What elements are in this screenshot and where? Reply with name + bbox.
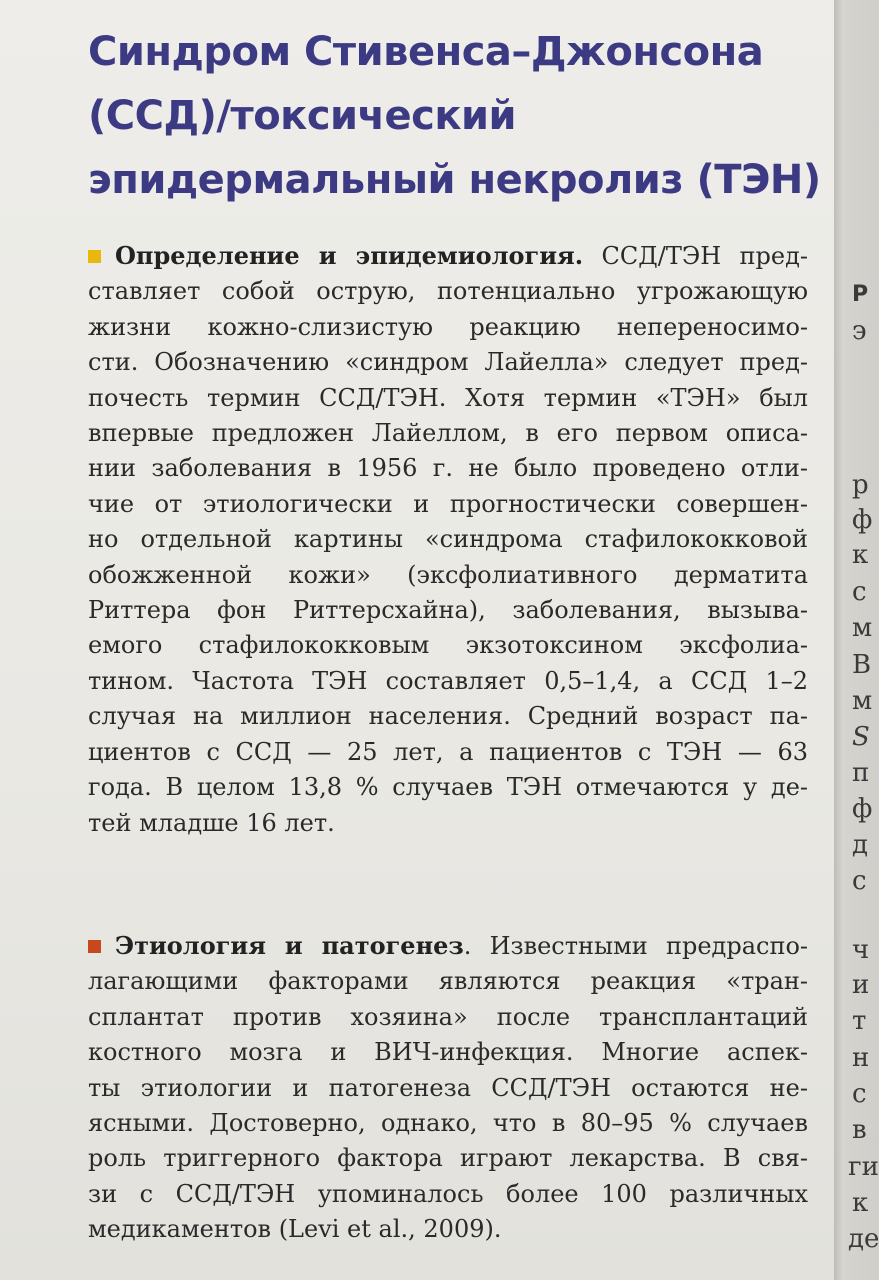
adjacent-letter: в <box>852 1115 867 1145</box>
adjacent-letter: п <box>852 758 870 788</box>
paragraph-line: обожженной кожи» (эксфолиативного дерматита <box>88 560 808 589</box>
adjacent-letter: с <box>852 577 867 607</box>
paragraph-line: ты этиологии и патогенеза ССД/ТЭН остаются не- <box>88 1073 808 1102</box>
paragraph-line: тином. Частота ТЭН составляет 0,5–1,4, а ССД 1–2 <box>88 666 808 695</box>
paragraph-line: сплантат против хозяина» после трансплантаций <box>88 1002 808 1031</box>
paragraph-line: Этиология и патогенез. Известными предраспо- <box>88 928 808 964</box>
section-definition <box>88 238 808 841</box>
adjacent-letter: S <box>852 722 870 752</box>
paragraph-line: почесть термин ССД/ТЭН. Хотя термин «ТЭН» был <box>88 383 808 412</box>
paragraph-line: Риттера фон Риттерсхайна), заболевания, вызыва- <box>88 596 808 625</box>
adjacent-letter: ф <box>852 505 873 535</box>
paragraph-line: роль триггерного фактора играют лекарства. В свя- <box>88 1144 808 1173</box>
paragraph-line: случая на миллион населения. Средний возраст па- <box>88 702 808 731</box>
page-gutter-shadow <box>834 0 844 1280</box>
paragraph-line: впервые предложен Лайеллом, в его первом описа- <box>88 419 808 448</box>
adjacent-letter: В <box>852 650 872 680</box>
adjacent-page-edge <box>846 0 879 1280</box>
adjacent-letter: т <box>852 1006 867 1036</box>
adjacent-letter: и <box>852 970 870 1000</box>
adjacent-letter: э <box>852 316 867 346</box>
adjacent-letter: р <box>852 470 869 500</box>
adjacent-letter: м <box>852 613 873 643</box>
adjacent-letter: с <box>852 1079 867 1109</box>
yellow-square-bullet-icon <box>88 250 101 263</box>
paragraph-line: жизни кожно-слизистую реакцию непереносимо- <box>88 312 808 341</box>
paragraph-line: ясными. Достоверно, однако, что в 80–95 % случаев <box>88 1109 808 1138</box>
title-line: Синдром Стивенса–Джонсона <box>88 29 764 75</box>
adjacent-letter: д <box>852 830 869 860</box>
paragraph-line: сти. Обозначению «синдром Лайелла» следует пред- <box>88 348 808 377</box>
paragraph-line: Определение и эпидемиология. ССД/ТЭН пред- <box>88 238 808 274</box>
adjacent-letter: с <box>852 866 867 896</box>
page-title <box>88 20 828 212</box>
title-line: (ССД)/токсический <box>88 93 517 139</box>
title-line: эпидермальный некролиз (ТЭН) <box>88 157 821 203</box>
paragraph-line: нии заболевания в 1956 г. не было проведено отли- <box>88 454 808 483</box>
paragraph-line: емого стафилококковым экзотоксином эксфолиа- <box>88 631 808 660</box>
adjacent-letter: м <box>852 686 873 716</box>
section-etiology <box>88 928 808 1248</box>
adjacent-letter: ги <box>848 1152 879 1182</box>
paragraph-line: циентов с ССД — 25 лет, а пациентов с ТЭН — 63 <box>88 737 808 766</box>
paragraph-line: года. В целом 13,8 % случаев ТЭН отмечаются у де- <box>88 773 808 802</box>
adjacent-letter: ч <box>852 935 870 965</box>
paragraph-line: ставляет собой острую, потенциально угрожающую <box>88 277 808 306</box>
paragraph-line: лагающими факторами являются реакция «тран- <box>88 967 808 996</box>
section-heading: Определение и эпидемиология. <box>115 241 584 270</box>
paragraph-line: но отдельной картины «синдрома стафилококковой <box>88 525 808 554</box>
adjacent-letter: Р <box>852 282 869 307</box>
adjacent-letter: ф <box>852 794 873 824</box>
paragraph-line: медикаментов (Levi et al., 2009). <box>88 1215 502 1244</box>
red-square-bullet-icon <box>88 940 101 953</box>
adjacent-letter: де <box>848 1224 879 1254</box>
section-heading: Этиология и патогенез <box>115 931 464 960</box>
paragraph-line: зи с ССД/ТЭН упоминалось более 100 различных <box>88 1179 808 1208</box>
paragraph-line: костного мозга и ВИЧ-инфекция. Многие аспек- <box>88 1038 808 1067</box>
paragraph-line: чие от этиологически и прогностически совершен- <box>88 489 808 518</box>
paragraph-line: тей младше 16 лет. <box>88 808 335 837</box>
adjacent-letter: к <box>852 540 869 570</box>
adjacent-letter: н <box>852 1043 870 1073</box>
adjacent-letter: к <box>852 1188 869 1218</box>
